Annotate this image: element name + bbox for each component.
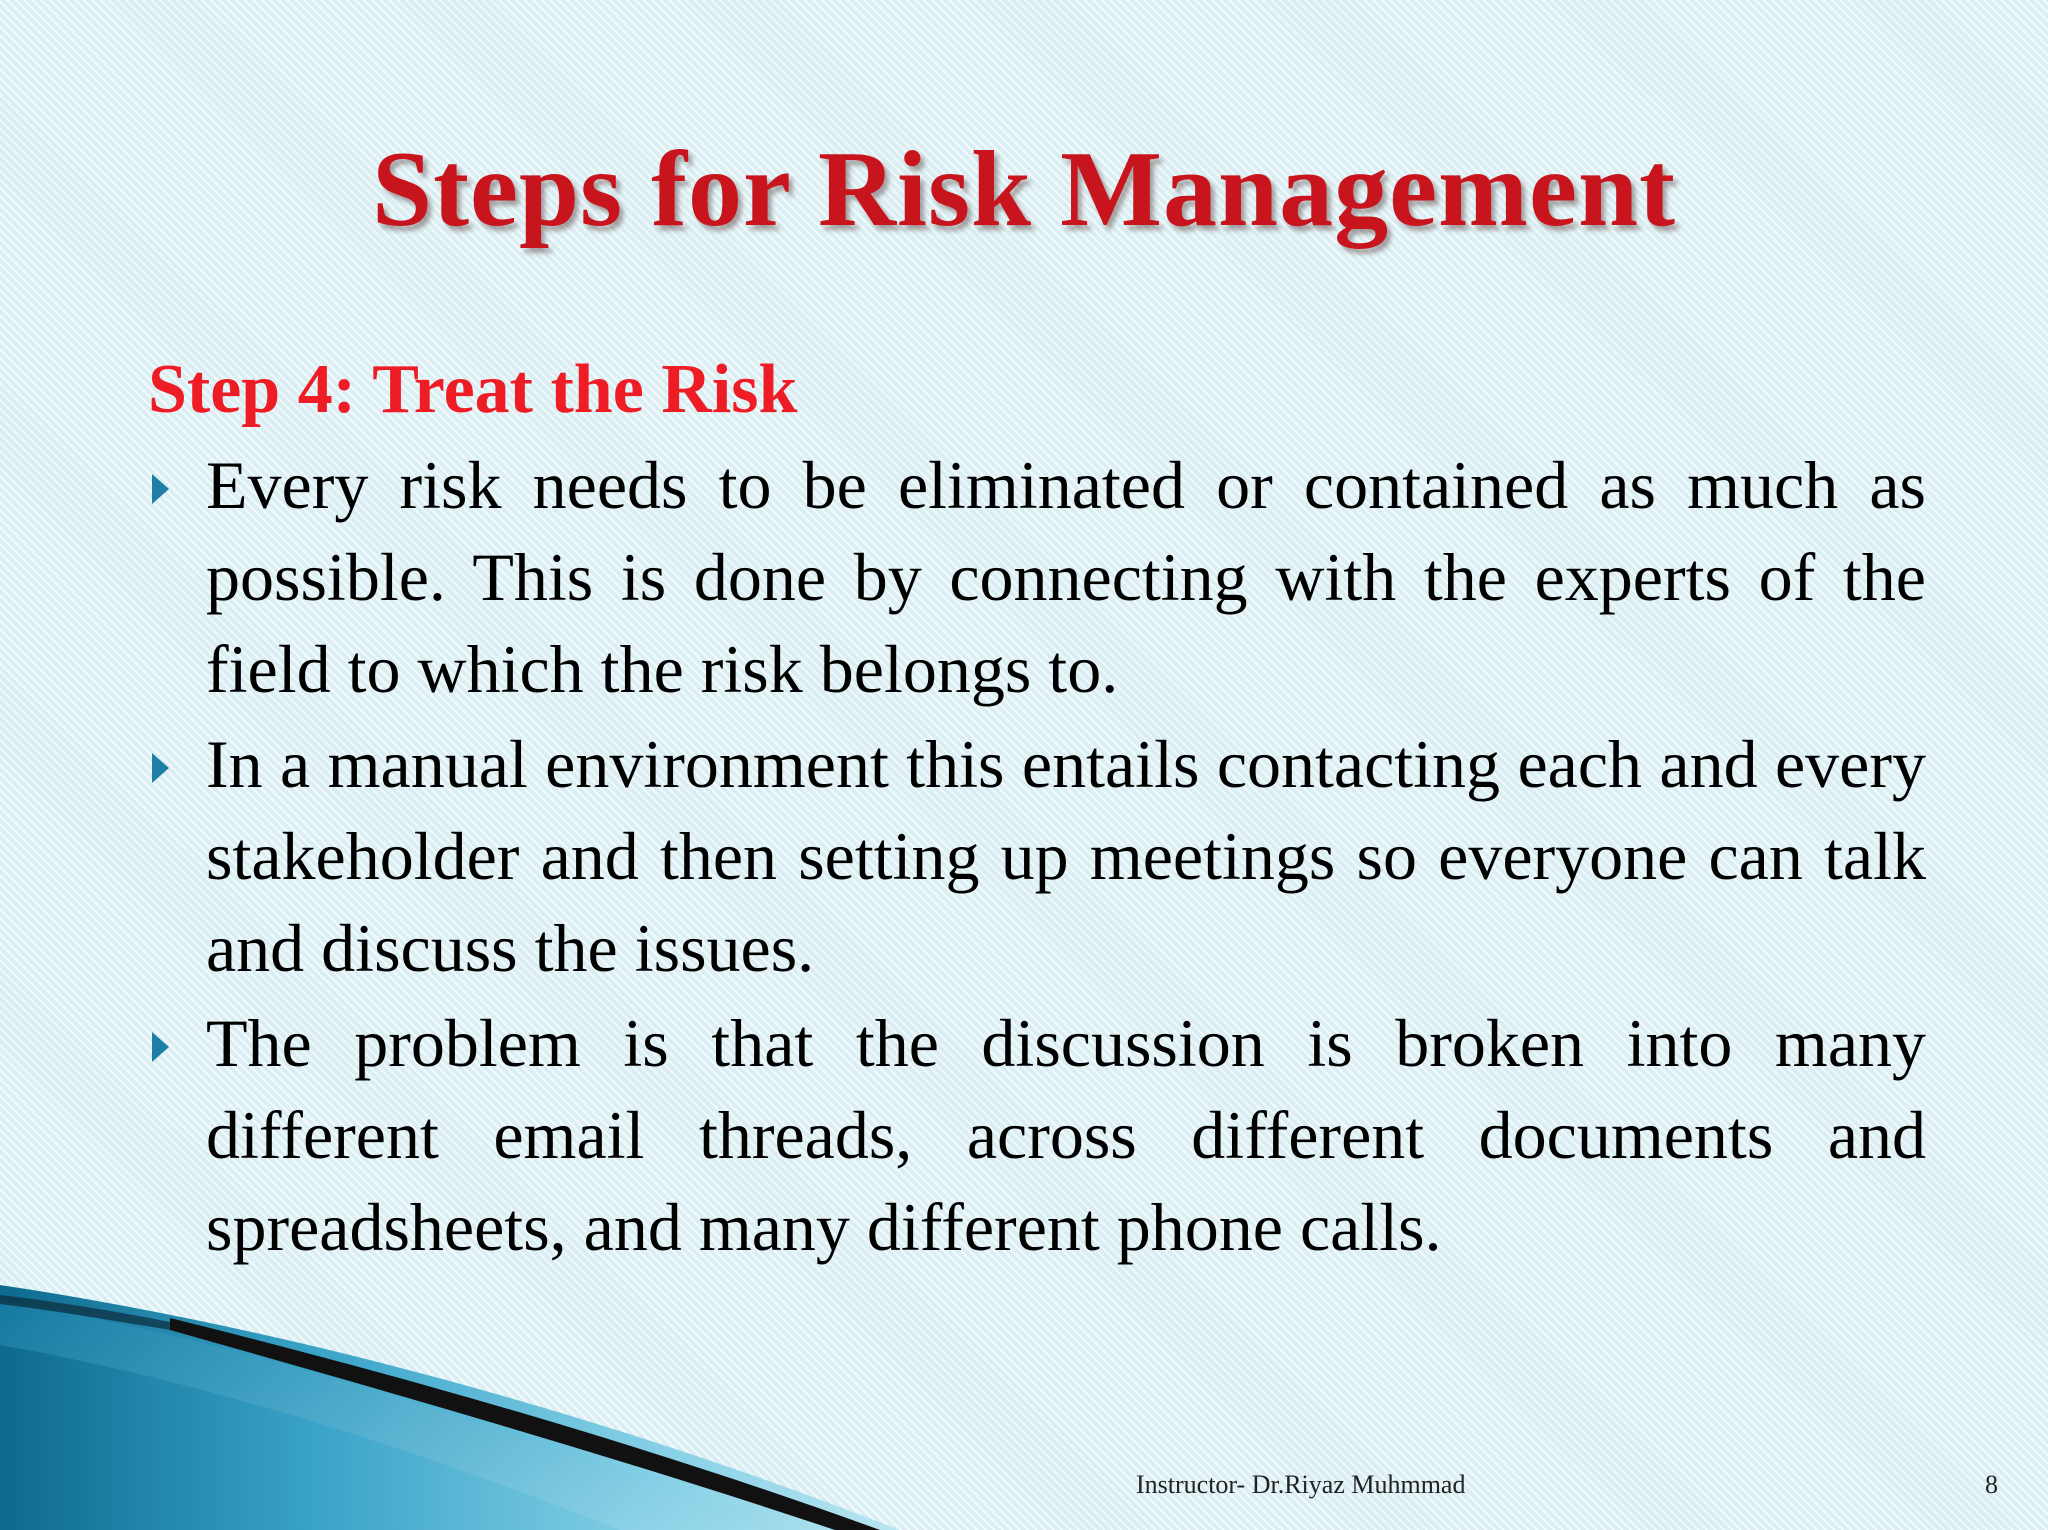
bullet-list (148, 439, 1926, 1273)
footer-instructor: Instructor- Dr.Riyaz Muhmmad (1136, 1470, 1466, 1499)
bullet-item (148, 718, 1926, 994)
bullet-text: Every risk needs to be eliminated or contained as much as possible. This is done by connecting with the experts of the field to which the risk belongs to. (206, 447, 1926, 707)
triangle-right-icon (152, 1032, 169, 1062)
slide-content (148, 345, 1926, 1276)
step-heading: Step 4: Treat the Risk (148, 351, 798, 428)
page-number: 8 (1985, 1470, 1998, 1499)
bullet-item (148, 997, 1926, 1273)
triangle-right-icon (152, 474, 169, 504)
bullet-text: The problem is that the discussion is broken into many different email threads, across different documents and spreadsheets, and many different phone calls. (206, 1005, 1926, 1265)
bullet-item (148, 439, 1926, 715)
triangle-right-icon (152, 753, 169, 783)
bullet-text: In a manual environment this entails contacting each and every stakeholder and then setting up meetings so everyone can talk and discuss the issues. (206, 726, 1926, 986)
slide-title: Steps for Risk Management (372, 130, 1676, 249)
